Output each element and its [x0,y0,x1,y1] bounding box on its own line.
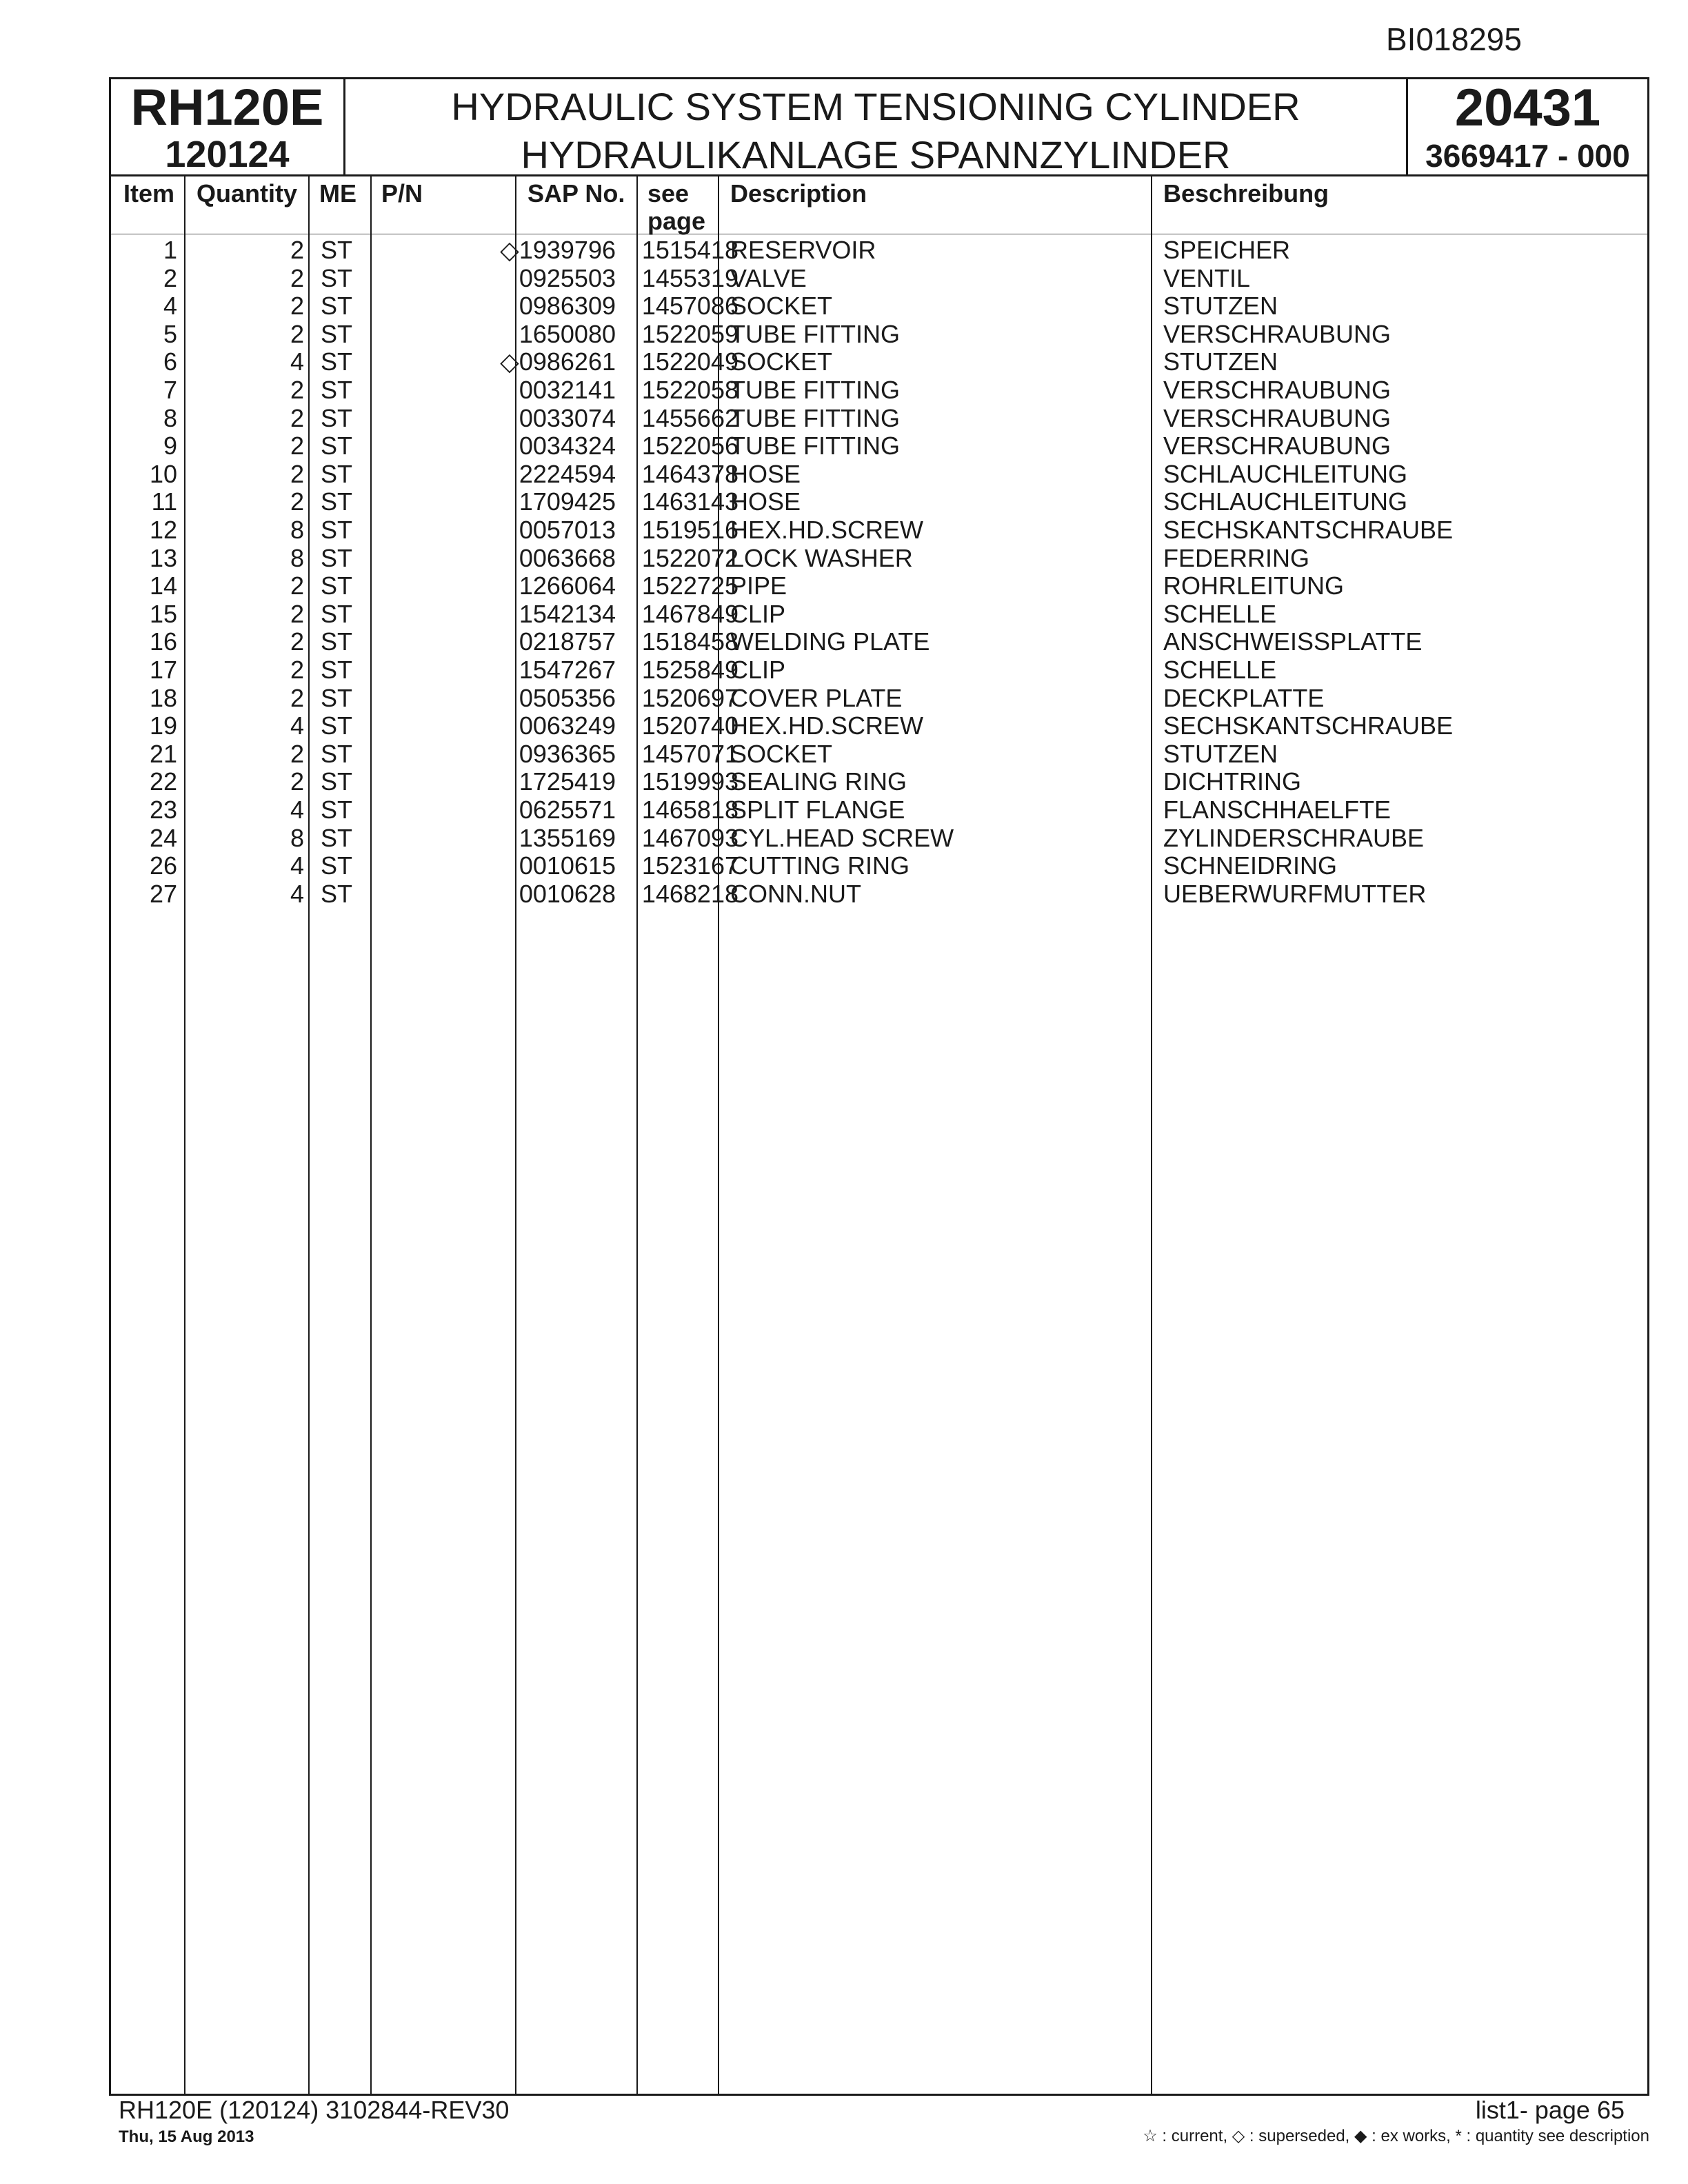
item-number: 19 [149,711,177,740]
unit: ST [321,879,353,908]
quantity: 2 [290,683,304,712]
quantity: 2 [290,739,304,768]
part-number: 1266064 [519,572,616,600]
beschreibung: SECHSKANTSCHRAUBE [1163,711,1454,740]
unit: ST [321,319,353,348]
model-box [111,79,345,174]
table-row [111,432,1647,461]
item-number: 27 [149,879,177,908]
quantity: 4 [290,347,304,376]
item-number: 15 [149,599,177,628]
description: HOSE [730,459,801,488]
beschreibung: STUTZEN [1163,292,1278,321]
item-number: 4 [163,292,177,321]
part-number: 0505356 [519,683,616,712]
part-number: 0063668 [519,543,616,572]
unit: ST [321,347,353,376]
part-number: 2224594 [519,459,616,488]
sap-number: 1520697 [641,683,738,712]
unit: ST [321,739,353,768]
item-number: 14 [149,572,177,600]
beschreibung: SCHELLE [1163,656,1277,684]
sap-number: 1522059 [641,319,738,348]
table-row [111,712,1647,740]
unit: ST [321,432,353,461]
item-number: 22 [149,767,177,796]
table-row [111,376,1647,405]
description: WELDING PLATE [730,627,930,656]
parts-list-frame [109,77,1649,2096]
beschreibung: SCHELLE [1163,599,1277,628]
beschreibung: SCHLAUCHLEITUNG [1163,459,1408,488]
description: RESERVOIR [730,236,876,264]
unit: ST [321,823,353,852]
footer-date: Thu, 15 Aug 2013 [119,2127,254,2146]
table-row [111,321,1647,349]
unit: ST [321,376,353,404]
item-number: 12 [149,516,177,544]
part-number: 1542134 [519,599,616,628]
beschreibung: VENTIL [1163,263,1251,292]
quantity: 2 [290,292,304,321]
item-number: 11 [151,487,177,516]
sap-number: 1522058 [641,376,738,404]
unit: ST [321,851,353,880]
unit: ST [321,572,353,600]
table-row [111,292,1647,321]
unit: ST [321,599,353,628]
beschreibung: SCHNEIDRING [1163,851,1338,880]
sap-number: 1525849 [641,656,738,684]
part-number: 0010628 [519,879,616,908]
item-number: 6 [163,347,177,376]
quantity: 8 [290,543,304,572]
table-row [111,405,1647,433]
item-number: 17 [149,656,177,684]
table-row [111,600,1647,629]
unit: ST [321,516,353,544]
quantity: 2 [290,263,304,292]
quantity: 2 [290,572,304,600]
table-row [111,461,1647,489]
page-number: list1- page 65 [1475,2096,1625,2124]
table-row [111,796,1647,825]
description: LOCK WASHER [730,543,913,572]
beschreibung: FLANSCHHAELFTE [1163,796,1391,824]
title-box [345,79,1406,174]
beschreibung: VERSCHRAUBUNG [1163,319,1391,348]
sap-number: 1523167 [641,851,738,880]
sap-number: 1522725 [641,572,738,600]
description: CLIP [730,656,786,684]
description: SEALING RING [730,767,907,796]
sap-number: 1520740 [641,711,738,740]
item-number: 2 [163,263,177,292]
quantity: 2 [290,459,304,488]
see-label: see [647,179,690,208]
sap-number: 1522056 [641,432,738,461]
sap-number: 1522049 [641,347,738,376]
unit: ST [321,767,353,796]
col-header-beschreibung: Beschreibung [1163,179,1329,208]
quantity: 2 [290,599,304,628]
page-label: page [647,207,706,235]
table-row [111,880,1647,909]
description: TUBE FITTING [730,432,900,461]
header-divider [111,174,1647,176]
unit: ST [321,403,353,432]
table-row [111,545,1647,573]
table-row [111,825,1647,853]
item-number: 18 [149,683,177,712]
drawing-number: 3669417 - 000 [1425,138,1630,174]
sap-number: 1457071 [641,739,738,768]
quantity: 2 [290,376,304,404]
item-number: 21 [149,739,177,768]
description: SOCKET [730,739,833,768]
part-number: 0010615 [519,851,616,880]
unit: ST [321,459,353,488]
beschreibung: UEBERWURFMUTTER [1163,879,1427,908]
quantity: 4 [290,711,304,740]
part-number: 0057013 [519,516,616,544]
col-header-description: Description [730,179,867,208]
item-number: 5 [163,319,177,348]
description: TUBE FITTING [730,403,900,432]
symbol-legend: ☆ : current, ◇ : superseded, ◆ : ex works, * : quantity see description [1143,2127,1649,2145]
item-number: 8 [163,403,177,432]
beschreibung: VERSCHRAUBUNG [1163,376,1391,404]
sap-number: 1519516 [641,516,738,544]
table-row [111,852,1647,880]
part-number: 0936365 [519,739,616,768]
quantity: 2 [290,487,304,516]
part-number: 1547267 [519,656,616,684]
table-row [111,265,1647,293]
unit: ST [321,263,353,292]
item-number: 23 [149,796,177,824]
part-number: ◇0986261 [500,347,616,376]
quantity: 2 [290,656,304,684]
table-row [111,628,1647,656]
beschreibung: SECHSKANTSCHRAUBE [1163,516,1454,544]
part-number: 0033074 [519,403,616,432]
model-name: RH120E [130,79,324,136]
quantity: 2 [290,236,304,264]
beschreibung: DICHTRING [1163,767,1301,796]
part-number: 1355169 [519,823,616,852]
footer-reference: RH120E (120124) 3102844-REV30 [119,2096,510,2124]
col-header-see-page [647,180,705,235]
table-row [111,685,1647,713]
quantity: 2 [290,432,304,461]
description: SPLIT FLANGE [730,796,905,824]
table-row [111,740,1647,769]
sap-number: 1515418 [641,236,738,264]
unit: ST [321,711,353,740]
title-english: HYDRAULIC SYSTEM TENSIONING CYLINDER [451,85,1300,128]
part-number: 1725419 [519,767,616,796]
part-number: 0625571 [519,796,616,824]
quantity: 2 [290,403,304,432]
description: HEX.HD.SCREW [730,516,924,544]
sap-number: 1519993 [641,767,738,796]
unit: ST [321,656,353,684]
sap-number: 1455319 [641,263,738,292]
unit: ST [321,627,353,656]
part-number: 0986309 [519,292,616,321]
col-header-quantity: Quantity [197,179,298,208]
item-number: 9 [163,432,177,461]
beschreibung: DECKPLATTE [1163,683,1325,712]
part-number: 0925503 [519,263,616,292]
description: CUTTING RING [730,851,910,880]
unit: ST [321,683,353,712]
document-code: BI018295 [1386,21,1522,57]
description: PIPE [730,572,787,600]
group-number-box [1406,79,1647,174]
col-header-item: Item [123,179,175,208]
quantity: 4 [290,851,304,880]
item-number: 10 [149,459,177,488]
beschreibung: SPEICHER [1163,236,1291,264]
table-row [111,488,1647,516]
quantity: 2 [290,627,304,656]
part-number: 0218757 [519,627,616,656]
item-number: 24 [149,823,177,852]
description: HOSE [730,487,801,516]
item-number: 7 [163,376,177,404]
beschreibung: STUTZEN [1163,347,1278,376]
quantity: 2 [290,319,304,348]
table-row [111,236,1647,265]
col-header-sap: SAP No. [528,179,625,208]
sap-number: 1464378 [641,459,738,488]
part-number: 0063249 [519,711,616,740]
sap-number: 1455662 [641,403,738,432]
beschreibung: SCHLAUCHLEITUNG [1163,487,1408,516]
description: TUBE FITTING [730,319,900,348]
quantity: 2 [290,767,304,796]
description: CYL.HEAD SCREW [730,823,954,852]
unit: ST [321,236,353,264]
description: CLIP [730,599,786,628]
description: SOCKET [730,292,833,321]
col-header-me: ME [319,179,356,208]
sap-number: 1522072 [641,543,738,572]
part-number: ◇1939796 [500,236,616,264]
quantity: 8 [290,823,304,852]
table-row [111,656,1647,685]
item-number: 13 [149,543,177,572]
sap-number: 1468218 [641,879,738,908]
sap-number: 1467093 [641,823,738,852]
sap-number: 1518458 [641,627,738,656]
description: SOCKET [730,347,833,376]
unit: ST [321,292,353,321]
unit: ST [321,487,353,516]
part-number: 1650080 [519,319,616,348]
sap-number: 1465818 [641,796,738,824]
item-number: 26 [149,851,177,880]
sap-number: 1467849 [641,599,738,628]
item-number: 16 [149,627,177,656]
sap-number: 1457086 [641,292,738,321]
description: VALVE [730,263,807,292]
beschreibung: ANSCHWEISSPLATTE [1163,627,1423,656]
table-row [111,348,1647,376]
description: CONN.NUT [730,879,861,908]
model-serial: 120124 [165,134,290,175]
sap-number: 1463143 [641,487,738,516]
part-number: 0032141 [519,376,616,404]
item-number: 1 [163,236,177,264]
part-number: 0034324 [519,432,616,461]
table-row [111,516,1647,545]
group-number: 20431 [1454,79,1601,137]
beschreibung: ZYLINDERSCHRAUBE [1163,823,1425,852]
title-german: HYDRAULIKANLAGE SPANNZYLINDER [521,133,1231,176]
unit: ST [321,796,353,824]
description: COVER PLATE [730,683,903,712]
table-row [111,768,1647,796]
beschreibung: ROHRLEITUNG [1163,572,1345,600]
part-number: 1709425 [519,487,616,516]
table-row [111,572,1647,600]
quantity: 8 [290,516,304,544]
unit: ST [321,543,353,572]
beschreibung: VERSCHRAUBUNG [1163,432,1391,461]
description: HEX.HD.SCREW [730,711,924,740]
description: TUBE FITTING [730,376,900,404]
beschreibung: FEDERRING [1163,543,1310,572]
quantity: 4 [290,879,304,908]
quantity: 4 [290,796,304,824]
beschreibung: STUTZEN [1163,739,1278,768]
col-header-pn: P/N [381,179,423,208]
beschreibung: VERSCHRAUBUNG [1163,403,1391,432]
